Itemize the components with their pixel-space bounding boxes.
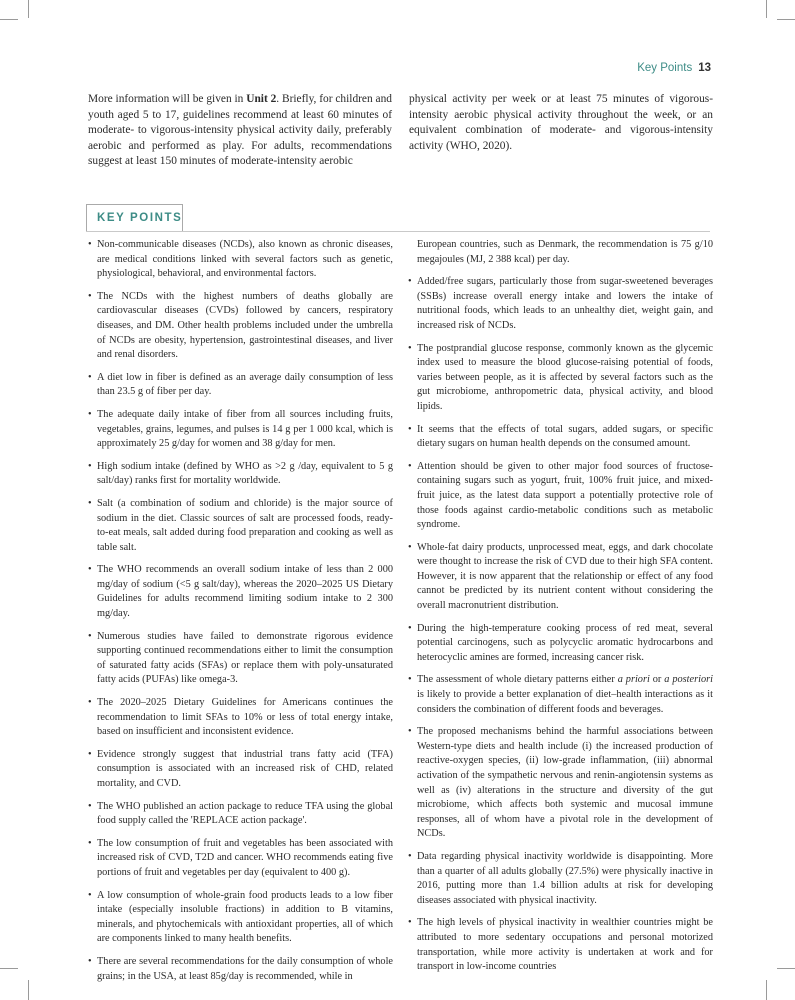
key-point-item: • High sodium intake (defined by WHO as >2 g /day, equivalent to 5 g salt/day) ranks first for mortality worldwide. <box>88 460 393 489</box>
page-number: 13 <box>698 62 711 74</box>
text-run: is likely to provide a better explanation of diet–health interactions as it considers the combination of different foods and beverages. <box>417 689 713 715</box>
key-point-item: • A low consumption of whole-grain food products leads to a low fiber intake (especially insoluble fractions) in addition to B vitamins, minerals, and phytochemicals with antioxidant properties, all of which are components linked to many health benefits. <box>88 889 393 947</box>
key-points-right-column <box>408 238 713 983</box>
crop-mark <box>28 0 29 18</box>
text-run: More information will be given in <box>88 93 247 105</box>
crop-mark <box>766 0 767 18</box>
key-point-item: • The WHO recommends an overall sodium intake of less than 2 000 mg/day of sodium (<5 g salt/day), whereas the 2020–2025 US Dietary Guidelines for adults recommend limiting sodium intake to 2 300 mg/day. <box>88 563 393 621</box>
crop-mark <box>28 980 29 1000</box>
key-point-item: • Numerous studies have failed to demonstrate rigorous evidence supporting continued recommendations either to limit the consumption of saturated fatty acids (SFAs) or replace them with poly-unsaturated fatty acids (PUFAs) like omega-3. <box>88 630 393 688</box>
intro-left-column <box>88 92 392 170</box>
crop-mark <box>777 19 795 20</box>
running-header <box>637 62 711 74</box>
text-run: . Briefly, for children and youth aged 5 to 17, guidelines recommend at least 60 minutes of moderate- to vigorous-intensity physical activity daily, preferably aerobic and performed as play. For adults, recommendations suggest at least 150 minutes of moderate-intensity aerobic <box>88 93 392 167</box>
text-run: The postprandial glucose response, commonly known as the glycemic index used to measure the blood glucose-raising potential of foods, varies between people, as it is affected by several factors such as the gut microbiome, anthropometric data, physical activity, and blood lipids. <box>417 342 713 412</box>
key-point-item: • The low consumption of fruit and vegetables has been associated with increased risk of CVD, T2D and cancer. WHO recommends eating five portions of fruit and vegetables per day (equivalent to 400 g). <box>88 837 393 881</box>
key-point-item: • Salt (a combination of sodium and chloride) is the major source of sodium in the diet. Classic sources of salt are processed foods, ready-to-eat meals, salt added during food preparation and cooking as well as table salt. <box>88 497 393 555</box>
text-run: During the high-temperature cooking process of red meat, several potential carcinogens, such as polycyclic aromatic hydrocarbons and heterocyclic amines are formed, increasing cancer risk. <box>417 622 713 663</box>
text-run: Attention should be given to other major food sources of fructose-containing sugars such as yogurt, fruit, 100% fruit juice, and mixed-fruit juice, as the latest data support a potentially protective role of those foods against cardio-metabolic conditions such as metabolic syndrome. <box>417 460 713 531</box>
key-point-item <box>408 850 713 908</box>
key-point-item <box>408 275 713 333</box>
key-point-item: • The NCDs with the highest numbers of deaths globally are cardiovascular diseases (CVDs) followed by cancers, respiratory diseases, and DM. Other health problems included under the umbrella of NCDs are obesity, hypertension, gastrointestinal diseases, and liver and renal disorders. <box>88 290 393 363</box>
text-run: Whole-fat dairy products, unprocessed meat, eggs, and dark chocolate were thought to increase the risk of CVD due to their high SFA content. However, it is now apparent that the relationship or effect of any food cannot be predicted by its nutrient content without considering the overall macronutrient distribution. <box>417 541 713 612</box>
key-point-item: • Non-communicable diseases (NCDs), also known as chronic diseases, are medical conditions linked with several factors such as genetic, physiological, behavioral, and environmental factors. <box>88 238 393 282</box>
crop-mark <box>777 968 795 969</box>
key-point-item <box>408 342 713 415</box>
key-point-item: • The WHO published an action package to reduce TFA using the global food supply called the 'REPLACE action package'. <box>88 800 393 829</box>
key-point-item <box>408 541 713 614</box>
header-section: Key Points <box>637 62 693 74</box>
key-point-item: • The adequate daily intake of fiber from all sources including fruits, vegetables, grains, legumes, and pulses is 14 g per 1 000 kcal, which is approximately 25 g/day for women and 38 g/day for men. <box>88 408 393 452</box>
crop-mark <box>766 980 767 1000</box>
text-run: a posteriori <box>664 674 713 686</box>
text-run: It seems that the effects of total sugars, added sugars, or specific dietary sugars on human health depends on the consumed amount. <box>417 423 713 450</box>
text-run: or <box>649 674 665 686</box>
crop-mark <box>0 968 18 969</box>
key-point-item: • A diet low in fiber is defined as an average daily consumption of less than 23.5 g of fiber per day. <box>88 371 393 400</box>
key-point-item: • Evidence strongly suggest that industrial trans fatty acid (TFA) consumption is associated with an increased risk of CHD, related mortality, and CVD. <box>88 748 393 792</box>
text-run: The assessment of whole dietary patterns either <box>417 674 618 686</box>
key-point-item <box>408 460 713 533</box>
text-run: The proposed mechanisms behind the harmful associations between Western-type diets and health include (i) the increased production of reactive-oxygen species, (ii) low-grade inflammation, (iii) abnormal activation of the sympathetic nervous and renin-angiotensin systems as well as (iv) alterations in the structure and diversity of the gut microbiome, which affects both systemic and mucosal immune responses, all of whom have a pivotal role in the development of NCDs. <box>417 726 713 840</box>
key-points-title: KEY POINTS <box>97 212 183 224</box>
intro-right-column: physical activity per week or at least 75 minutes of vigorous-intensity aerobic physical activity throughout the week, or an equivalent combination of moderate- and vigorous-intensity activity (WHO, 2020). <box>409 93 713 152</box>
key-points-list-left <box>88 238 393 984</box>
key-point-item: • There are several recommendations for the daily consumption of whole grains; in the USA, at least 85g/day is recommended, while in <box>88 955 393 984</box>
text-run: Unit 2 <box>246 93 277 105</box>
key-point-item <box>408 916 713 974</box>
list-item-continuation: European countries, such as Denmark, the recommendation is 75 g/10 megajoules (MJ, 2 388 kcal) per day. <box>417 239 713 265</box>
crop-mark <box>0 19 18 20</box>
key-point-item <box>408 622 713 666</box>
text-run: The high levels of physical inactivity in wealthier countries might be attributed to more sedentary occupations and personal motorized transportation, while more activity is undertaken at work and for transport in low-income countries <box>417 917 713 973</box>
key-points-left-column <box>88 238 393 992</box>
key-point-item: • The 2020–2025 Dietary Guidelines for Americans continues the recommendation to limit SFAs to 10% or less of total energy intake, based on insufficient and inconsistent evidence. <box>88 696 393 740</box>
key-points-rule <box>86 231 710 232</box>
key-point-item <box>408 423 713 452</box>
text-run: Added/free sugars, particularly those from sugar-sweetened beverages (SSBs) increase overall energy intake and lowers the intake of nutritional foods, which leads to an unhealthy diet, weight gain, and increased risk of NCDs. <box>417 276 713 331</box>
text-run: Data regarding physical inactivity worldwide is disappointing. More than a quarter of all adults globally (27.5%) were physically inactive in 2016, putting more than 1.4 billion adults at risk for developing diseases associated with physical inactivity. <box>417 850 713 906</box>
text-run: a priori <box>617 674 650 686</box>
key-points-list-right <box>408 238 713 975</box>
key-point-item <box>408 673 713 717</box>
key-point-item <box>408 725 713 842</box>
